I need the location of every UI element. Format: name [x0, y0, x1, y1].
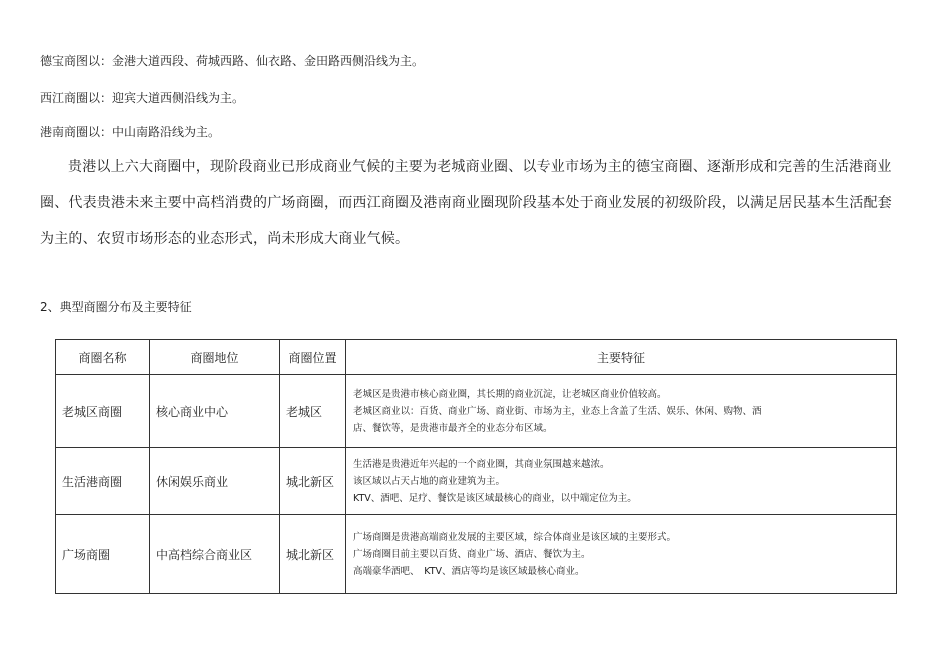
feature-line: 老城区商业以：百货、商业广场、商业街、市场为主，业态上含盖了生活、娱乐、休闲、购物、酒	[353, 405, 762, 417]
feature-line: 广场商圈目前主要以百货、商业广场、酒店、餐饮为主。	[353, 548, 591, 560]
feature-line: 店、餐饮等，是贵港市最齐全的业态分布区域。	[353, 422, 553, 434]
cell-district-status: 休闲娱乐商业	[150, 448, 280, 515]
table-header-row	[56, 340, 897, 375]
header-district-location: 商圈位置	[280, 340, 346, 375]
cell-district-name: 生活港商圈	[56, 448, 150, 515]
table-row	[56, 375, 897, 448]
text-line-xijiang: 西江商圈以：迎宾大道西侧沿线为主。	[40, 91, 245, 105]
cell-district-location: 老城区	[280, 375, 346, 448]
table-row	[56, 448, 897, 515]
feature-line: 该区域以占天占地的商业建筑为主。	[353, 475, 506, 487]
text-line-gangnan: 港南商圈以：中山南路沿线为主。	[40, 125, 221, 139]
header-main-features: 主要特征	[346, 340, 897, 375]
section-title: 2、典型商圈分布及主要特征	[40, 300, 192, 314]
table-row	[56, 515, 897, 594]
feature-line: 老城区是贵港市核心商业圈，其长期的商业沉淀，让老城区商业价值较高。	[353, 388, 667, 400]
cell-district-status: 中高档综合商业区	[150, 515, 280, 594]
summary-paragraph: 贵港以上六大商圈中，现阶段商业已形成商业气候的主要为老城商业圈、以专业市场为主的德宝商圈、逐渐形成和完善的生活港商业圈、代表贵港未来主要中高档消费的广场商圈，而西江商圈及港南商业圈现阶段基本处于商业发展的初级阶段，以满足居民基本生活配套为主的、农贸市场形态的业态形式，尚未形成大商业气候。	[40, 159, 892, 247]
header-district-name: 商圈名称	[56, 340, 150, 375]
cell-district-status: 核心商业中心	[150, 375, 280, 448]
cell-main-features	[346, 375, 897, 448]
cell-district-name: 老城区商圈	[56, 375, 150, 448]
business-district-table	[55, 339, 897, 594]
cell-main-features	[346, 448, 897, 515]
cell-district-location: 城北新区	[280, 448, 346, 515]
text-line-debao: 德宝商图以：金港大道西段、荷城西路、仙衣路、金田路西侧沿线为主。	[40, 54, 425, 68]
feature-line: KTV、酒吧、足疗、餐饮是该区域最核心的商业，以中端定位为主。	[353, 492, 637, 504]
cell-main-features	[346, 515, 897, 594]
feature-line: 广场商圈是贵港高端商业发展的主要区域，综合体商业是该区域的主要形式。	[353, 531, 677, 543]
cell-district-name: 广场商圈	[56, 515, 150, 594]
cell-district-location: 城北新区	[280, 515, 346, 594]
header-district-status: 商圈地位	[150, 340, 280, 375]
feature-line: 生活港是贵港近年兴起的一个商业圈，其商业氛围越来越浓。	[353, 458, 610, 470]
feature-line: 高端豪华酒吧、 KTV、酒店等均是该区域最核心商业。	[353, 565, 585, 577]
